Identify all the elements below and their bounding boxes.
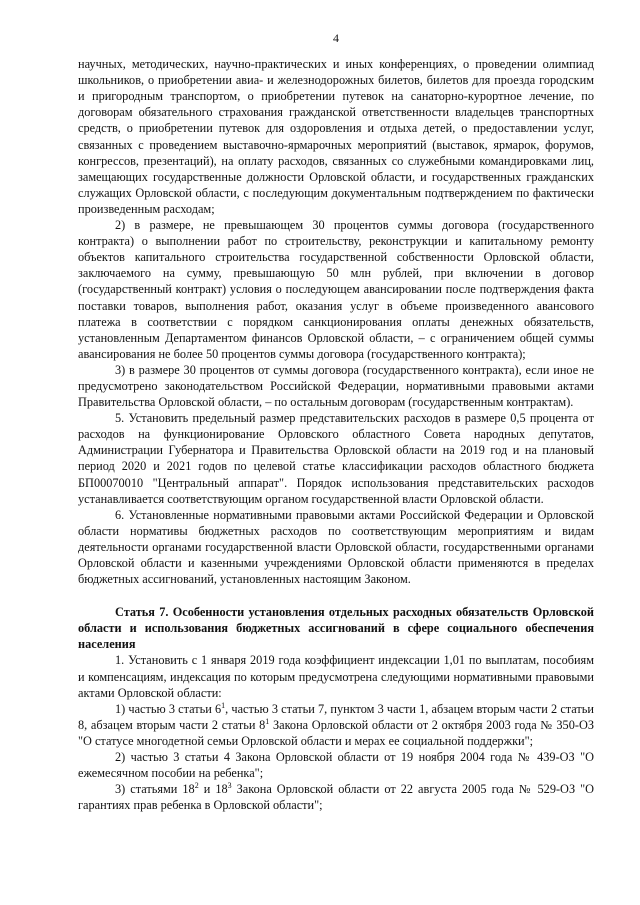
- paragraph-item-2: 2) в размере, не превышающем 30 процентов суммы договора (государственного контракта) о выполнении работ по строительству, реконструкции и капитальному ремонту объектов капитального строительства государственной собственности Орловской области, заключаемого на сумму, превышающую 50 млн рублей, при включении в договор (государственный контракт) условия о последующем авансировании после подтверждения факта поставки товаров, выполнения работ, оказания услуг в объеме произведенного авансового платежа в соответствии с порядком санкционирования оплаты денежных обязательств, установленным Департаментом финансов Орловской области, – с ограничением общей суммы авансирования не более 50 процентов суммы договора (государственного контракта);: [78, 218, 594, 361]
- paragraph-point-6: 6. Установленные нормативными правовыми актами Российской Федерации и Орловской области нормативы бюджетных расходов по соответствующим мероприятиям и видам деятельности органами государственной власти Орловской области, государственными органами Орловской области и казенными учреждениями Орловской области применяются в пределах бюджетных ассигнований, установленных настоящим Законом.: [78, 507, 594, 587]
- paragraph-article7-item-1: 1) частью 3 статьи $6^1$, частью 3 статьи 7, пунктом 3 части 1, абзацем вторым части 2 статьи 8, абзацем вторым части 2 статьи $8^1$ Закона Орловской области от 2 октября 2003 года № 350-ОЗ "О статусе многодетной семьи Орловской области и мерах ее социальной поддержки";: [78, 700, 594, 748]
- paragraph-item-3: 3) в размере 30 процентов от суммы договора (государственного контракта), если иное не предусмотрено законодательством Российской Федерации, нормативными правовыми актами Правительства Орловской области, – по остальным договорам (государственным контрактам).: [78, 362, 594, 410]
- paragraph-point-5: 5. Установить предельный размер представительских расходов в размере 0,5 процента от расходов на функционирование Орловского областного Совета народных депутатов, Администрации Губернатора и Правительства Орловской области на 2019 год и на плановый период 2020 и 2021 годов по целевой статье классификации расходов областного бюджета БП00070010 "Центральный аппарат". Порядок использования представительских расходов устанавливается соответствующим органом государственной власти Орловской области.: [78, 411, 594, 506]
- paragraph-article7-item-3: 3) статьями $18^2$ и $18^3$ Закона Орловской области от 22 августа 2005 года № 529-ОЗ "О гарантиях прав ребенка в Орловской области";: [78, 781, 595, 813]
- paragraph-article7-point-1: 1. Установить с 1 января 2019 года коэффициент индексации 1,01 по выплатам, пособиям и компенсациям, индексация по которым предусмотрена следующими нормативными правовыми актами Орловской области:: [78, 653, 594, 700]
- paragraph-intro: научных, методических, научно-практических и иных конференциях, о проведении олимпиад школьников, о приобретении авиа- и железнодорожных билетов, билетов для проезда городским и пригородным транспортом, о приобретении путевок на санаторно-курортное лечение, по договорам обязательного страхования гражданской ответственности владельцев транспортных средств, о приобретении путевок для оздоровления и отдыха детей, о предоставлении услуг, связанных с проведением выставочно-ярмарочных мероприятий (выставок, ярмарок, форумов, конгрессов, презентаций), на оплату расходов, связанных со служебными командировками лиц, замещающих государственные должности Орловской области, и государственных гражданских служащих Орловской области, с последующим документальным подтверждением по фактически произведенным расходам;: [78, 57, 594, 216]
- article-7-heading: Статья 7. Особенности установления отдельных расходных обязательств Орловской области и использования бюджетных ассигнований в сфере социального обеспечения населения: [78, 605, 594, 652]
- paragraph-article7-item-2: 2) частью 3 статьи 4 Закона Орловской области от 19 ноября 2004 года № 439-ОЗ "О ежемесячном пособии на ребенка";: [78, 750, 594, 781]
- page-number: 4: [333, 31, 339, 45]
